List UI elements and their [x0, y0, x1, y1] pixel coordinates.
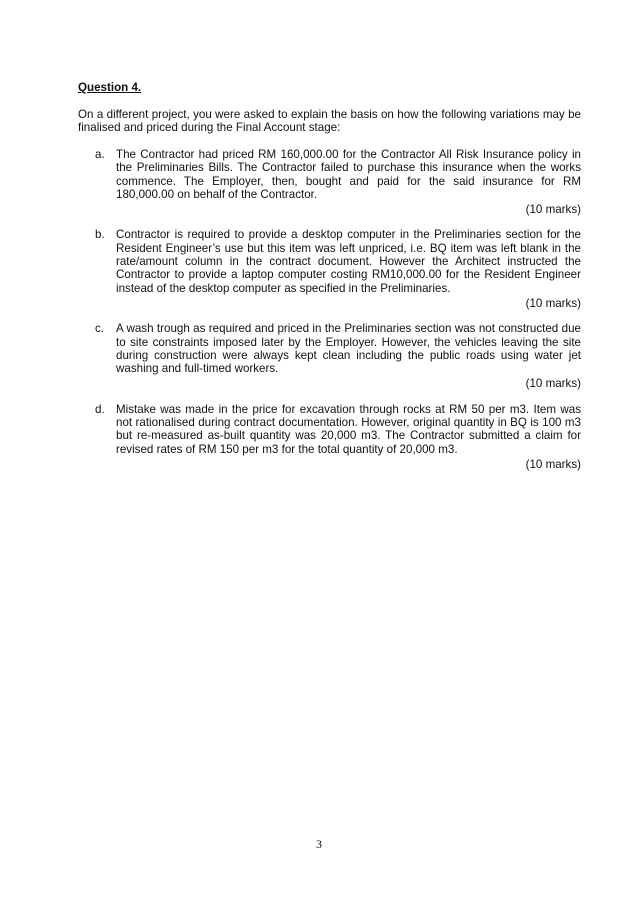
question-text: The Contractor had priced RM 160,000.00 for the Contractor All Risk Insurance policy in the Preliminaries Bills. The Contractor failed to purchase this insurance when the works commence. The Employer, then, bought and paid for the said insurance for RM 180,000.00 on behalf of the Contractor. [116, 148, 581, 201]
question-list [78, 148, 581, 483]
question-item-d [78, 403, 581, 471]
question-letter: b. [95, 228, 105, 242]
question-item-c [78, 322, 581, 390]
page-number: 3 [316, 837, 322, 851]
question-letter: a. [95, 148, 105, 161]
question-item-b [78, 228, 581, 310]
question-marks: (10 marks) [525, 377, 581, 391]
question-marks: (10 marks) [525, 203, 581, 217]
question-text: Contractor is required to provide a desktop computer in the Preliminaries section for the Resident Engineer’s use but this item was left unpriced, i.e. BQ item was left blank in the rate/amount column in the contract document. However the Architect instructed the Contractor to provide a laptop computer costing RM10,000.00 for the Resident Engineer instead of the desktop computer as specified in the Preliminaries. [116, 228, 581, 295]
question-text: Mistake was made in the price for excavation through rocks at RM 50 per m3. Item was not rationalised during contract documentation. However, original quantity in BQ is 100 m3 but re-measured as-built quantity was 20,000 m3. The Contractor submitted a claim for revised rates of RM 150 per m3 for the total quantity of 20,000 m3. [116, 402, 581, 456]
question-item-a [78, 148, 581, 216]
question-heading: Question 4. [78, 81, 142, 94]
question-marks: (10 marks) [525, 457, 581, 471]
question-intro: On a different project, you were asked to explain the basis on how the following variations may be finalised and priced during the Final Account stage: [78, 108, 581, 135]
question-marks: (10 marks) [525, 296, 581, 310]
question-letter: c. [95, 322, 105, 336]
question-letter: d. [95, 402, 105, 416]
question-text: A wash trough as required and priced in the Preliminaries section was not constructed due to site constraints imposed later by the Employer. However, the vehicles leaving the site during construction were always kept clean including the public roads using water jet washing and full-timed workers. [116, 322, 581, 376]
